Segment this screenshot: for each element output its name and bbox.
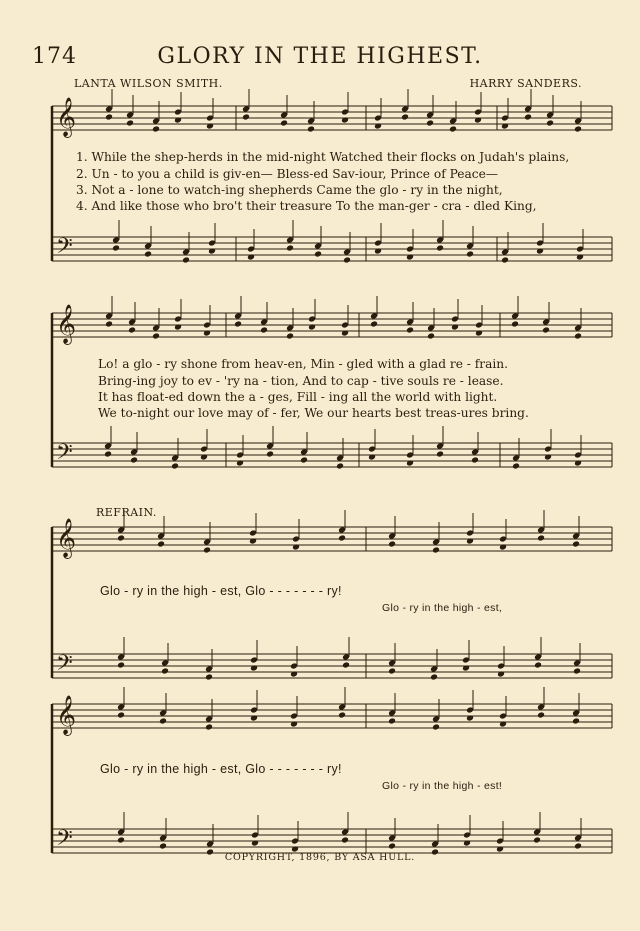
treble-note — [572, 718, 580, 725]
bass-note — [144, 251, 152, 258]
treble-note — [242, 114, 250, 121]
bass-note — [341, 837, 349, 844]
treble-note — [126, 120, 134, 127]
bass-note — [471, 457, 479, 464]
treble-note — [574, 333, 582, 340]
treble-note — [572, 541, 580, 548]
treble-note — [159, 718, 167, 725]
copyright-notice: COPYRIGHT, 1896, BY ASA HULL. — [224, 852, 416, 863]
treble-clef-icon: 𝄞 — [56, 695, 77, 735]
bass-note — [573, 668, 581, 675]
treble-note — [307, 126, 315, 133]
refrain-1-lyric: Glo - ry in the high - est, Glo - - - - - - - ry! — [100, 584, 342, 598]
treble-note — [524, 114, 532, 121]
treble-note — [105, 321, 113, 328]
bass-note — [130, 457, 138, 464]
bass-note — [112, 245, 120, 252]
treble-note — [537, 712, 545, 719]
bass-note — [512, 463, 520, 470]
bass-clef-icon: 𝄢 — [56, 826, 73, 856]
treble-note — [401, 114, 409, 121]
hymn-title: GLORY IN THE HIGHEST. — [157, 44, 483, 69]
bass-clef-icon: 𝄢 — [56, 440, 73, 470]
verse-1-line-1: 1. While the shep-herds in the mid-night Watched their flocks on Judah's plains, — [76, 150, 570, 164]
treble-note — [152, 126, 160, 133]
treble-note — [234, 321, 242, 328]
bass-note — [533, 837, 541, 844]
bass-note — [342, 662, 350, 669]
treble-note — [117, 535, 125, 542]
treble-clef-icon: 𝄞 — [56, 518, 77, 558]
refrain-2-lyric: Glo - ry in the high - est, Glo - - - - - - - ry! — [100, 762, 342, 776]
bass-note — [436, 245, 444, 252]
treble-note — [406, 327, 414, 334]
bass-note — [117, 837, 125, 844]
bass-note — [300, 457, 308, 464]
treble-note — [128, 327, 136, 334]
bass-clef-icon: 𝄢 — [56, 651, 73, 681]
verse-4-line-1: 4. And like those who bro't their treasure To the man-ger - cra - dled King, — [76, 199, 537, 213]
treble-note — [542, 327, 550, 334]
bass-note — [117, 662, 125, 669]
verse-2-line-1: 2. Un - to you a child is giv-en— Bless-ed Sav-iour, Prince of Peace— — [76, 167, 498, 181]
verse-2-line-2: Bring-ing joy to ev - 'ry na - tion, And to cap - tive souls re - lease. — [98, 374, 504, 388]
bass-clef-icon: 𝄢 — [56, 234, 73, 264]
bass-note — [286, 245, 294, 252]
treble-note — [546, 120, 554, 127]
bass-note — [436, 451, 444, 458]
treble-note — [203, 547, 211, 554]
bass-note — [466, 251, 474, 258]
treble-note — [449, 126, 457, 133]
lyricist-credit: LANTA WILSON SMITH. — [74, 77, 223, 90]
treble-note — [432, 547, 440, 554]
bass-note — [104, 451, 112, 458]
bass-note — [266, 451, 274, 458]
treble-note — [338, 535, 346, 542]
bass-note — [388, 843, 396, 850]
page-number: 174 — [32, 44, 77, 69]
bass-note — [501, 257, 509, 264]
verse-3-line-1: 3. Not a - lone to watch-ing shepherds Came the glo - ry in the night, — [76, 183, 503, 197]
refrain-label: REFRAIN. — [96, 506, 157, 519]
refrain-1-alto-lyric: Glo - ry in the high - est, — [382, 602, 503, 614]
treble-note — [157, 541, 165, 548]
bass-note — [182, 257, 190, 264]
bass-note — [343, 257, 351, 264]
bass-note — [534, 662, 542, 669]
bass-note — [574, 843, 582, 850]
verse-4-line-2: We to-night our love may of - fer, We our hearts best treas-ures bring. — [98, 406, 529, 420]
treble-note — [427, 333, 435, 340]
treble-note — [338, 712, 346, 719]
bass-note — [388, 668, 396, 675]
treble-note — [105, 114, 113, 121]
bass-note — [171, 463, 179, 470]
treble-note — [370, 321, 378, 328]
bass-note — [336, 463, 344, 470]
treble-note — [388, 541, 396, 548]
bass-note — [159, 843, 167, 850]
treble-note — [117, 712, 125, 719]
bass-note — [205, 674, 213, 681]
treble-note — [574, 126, 582, 133]
refrain-2-alto-lyric: Glo - ry in the high - est! — [382, 780, 503, 792]
verse-1-line-2: Lo! a glo - ry shone from heav-en, Min - gled with a glad re - frain. — [98, 357, 508, 371]
treble-note — [426, 120, 434, 127]
treble-note — [260, 327, 268, 334]
bass-note — [430, 674, 438, 681]
treble-note — [205, 724, 213, 731]
treble-note — [537, 535, 545, 542]
treble-note — [511, 321, 519, 328]
treble-note — [152, 333, 160, 340]
treble-note — [286, 333, 294, 340]
bass-note — [314, 251, 322, 258]
treble-clef-icon: 𝄞 — [56, 304, 77, 344]
verse-3-line-2: It has float-ed down the a - ges, Fill - ing all the world with light. — [98, 390, 498, 404]
composer-credit: HARRY SANDERS. — [469, 77, 582, 90]
bass-note — [161, 668, 169, 675]
treble-note — [388, 718, 396, 725]
treble-note — [432, 724, 440, 731]
treble-clef-icon: 𝄞 — [56, 97, 77, 137]
treble-note — [280, 120, 288, 127]
